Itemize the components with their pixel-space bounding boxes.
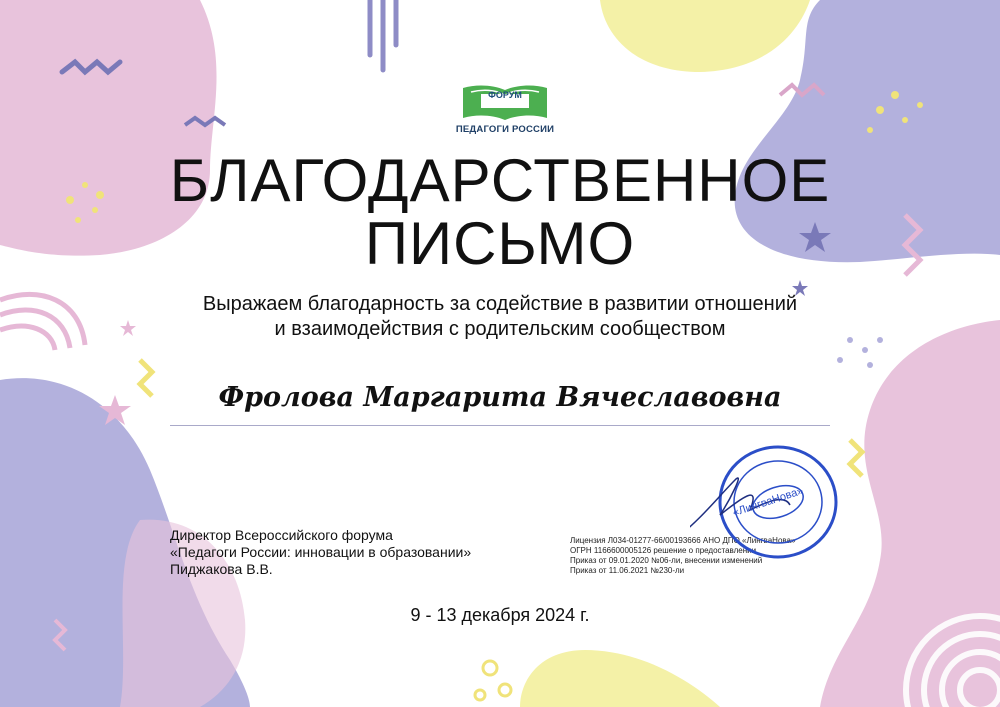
zigzag-left-yellow <box>140 360 152 396</box>
logo-top-text: ФОРУМ <box>488 90 522 100</box>
stamp-center-text: «ЛингваНова» <box>731 484 805 520</box>
name-underline <box>170 425 830 426</box>
yellow-blob-top <box>600 0 810 72</box>
license-line-4: Приказ от 11.06.2021 №230-ли <box>570 566 685 575</box>
forum-name: «Педагоги России: инновации в образовании» <box>170 544 472 560</box>
pink-blob-right <box>820 320 1000 707</box>
license-line-1: Лицензия Л034-01277-66/00193666 АНО ДПО «ЛингваНова» <box>570 536 796 545</box>
title-line-1: БЛАГОДАРСТВЕННОЕ <box>169 147 831 214</box>
recipient-name: Фролова Маргарита Вячеславовна <box>218 382 782 413</box>
director-title: Директор Всероссийского форума <box>170 527 393 543</box>
subtitle-line-1: Выражаем благодарность за содействие в развитии отношений <box>202 293 798 315</box>
forum-logo <box>455 80 555 138</box>
director-block <box>170 527 471 578</box>
vertical-stripes <box>370 0 396 70</box>
small-rings-bottom <box>475 661 511 700</box>
license-line-2: ОГРН 1166600005126 решение о предоставлении <box>570 546 757 555</box>
director-name: Пиджакова В.В. <box>170 561 273 577</box>
event-date: 9 - 13 декабря 2024 г. <box>410 605 590 625</box>
open-book-icon <box>455 80 555 124</box>
yellow-blob-bottom <box>520 650 720 707</box>
subtitle-line-2: и взаимодействия с родительским сообществом <box>274 318 726 340</box>
license-line-3: Приказ от 09.01.2020 №06-ли, внесении изменений <box>570 556 763 565</box>
zigzag-right-yellow <box>850 440 862 476</box>
subtitle <box>0 292 1000 342</box>
logo-bottom-text: ПЕДАГОГИ РОССИИ <box>455 124 555 135</box>
title-line-2: ПИСЬМО <box>364 210 636 277</box>
